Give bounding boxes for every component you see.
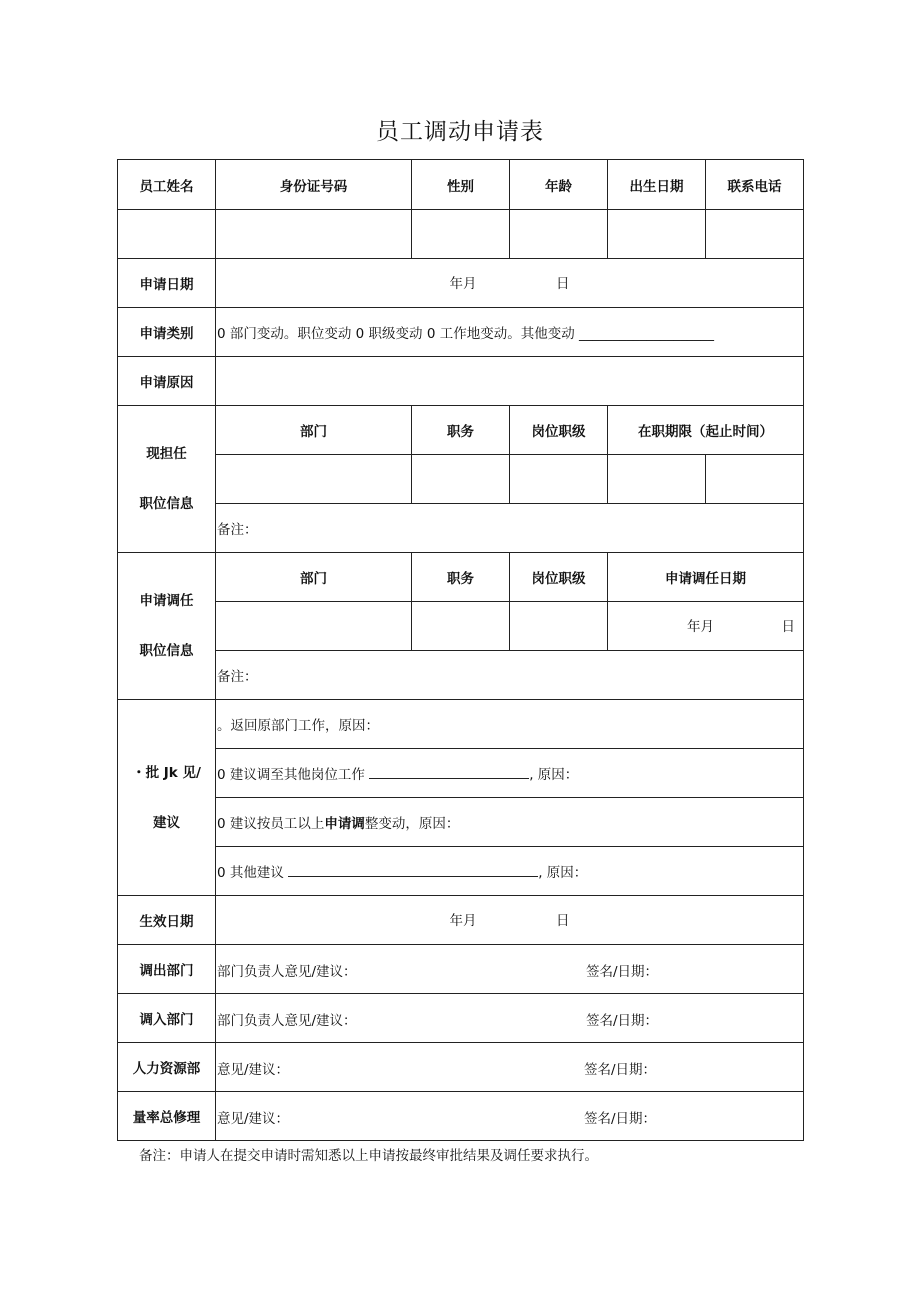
apply-type-blank[interactable]: ____________________ (579, 326, 715, 342)
current-tenure-end-field[interactable] (706, 455, 804, 504)
current-col-duty: 职务 (412, 406, 510, 455)
approval-as-requested-post: 整变动，原因： (364, 816, 460, 832)
employee-name-field[interactable] (118, 210, 216, 259)
target-date-field[interactable] (608, 602, 804, 651)
target-dept-field[interactable] (216, 602, 412, 651)
target-remark[interactable] (216, 651, 804, 700)
apply-date-field[interactable] (216, 259, 804, 308)
effective-date-field[interactable] (216, 896, 804, 945)
signoff-hr-sign: 签名/日期： (584, 1062, 657, 1078)
signoff-gm-label: 量率总修理 (118, 1092, 216, 1141)
target-duty-field[interactable] (412, 602, 510, 651)
approval-option-other-post-text: 0 建议调至其他岗位工作 (217, 767, 365, 783)
current-remark[interactable] (216, 504, 804, 553)
signoff-in-dept-label: 调入部门 (118, 994, 216, 1043)
target-date-d: 日 (781, 619, 795, 635)
signoff-out-dept-label: 调出部门 (118, 945, 216, 994)
signoff-in-dept-field[interactable] (216, 994, 804, 1043)
apply-date-d: 日 (556, 276, 570, 292)
approval-option-other-post[interactable] (216, 749, 804, 798)
approval-other-reason: , 原因： (538, 865, 588, 881)
current-position-label (118, 406, 216, 553)
current-col-dept: 部门 (216, 406, 412, 455)
phone-field[interactable] (706, 210, 804, 259)
header-age: 年龄 (510, 160, 608, 210)
signoff-hr-opinion: 意见/建议： (217, 1062, 290, 1078)
approval-option-as-requested[interactable] (216, 798, 804, 847)
current-dept-field[interactable] (216, 455, 412, 504)
approval-option-other[interactable] (216, 847, 804, 896)
approval-label-line1: ・批 Jk 见/ (132, 764, 201, 781)
gender-field[interactable] (412, 210, 510, 259)
current-col-grade: 岗位职级 (510, 406, 608, 455)
current-label-line1: 现担任 (146, 446, 187, 462)
apply-type-label: 申请类别 (118, 308, 216, 357)
approval-other-text: 0 其他建议 (217, 865, 284, 881)
apply-date-label: 申请日期 (118, 259, 216, 308)
signoff-gm-opinion: 意见/建议： (217, 1111, 290, 1127)
birth-date-field[interactable] (608, 210, 706, 259)
approval-as-requested-pre: 0 建议按员工以上 (217, 816, 325, 832)
footnote: 备注：申请人在提交申请时需知悉以上申请按最终审批结果及调任要求执行。 (139, 1148, 598, 1164)
signoff-hr-field[interactable] (216, 1043, 804, 1092)
target-position-label (118, 553, 216, 700)
approval-as-requested-bold: 申请调 (324, 816, 365, 832)
id-number-field[interactable] (216, 210, 412, 259)
apply-reason-field[interactable] (216, 357, 804, 406)
signoff-out-dept-sign: 签名/日期： (586, 964, 659, 980)
target-label-line1: 申请调任 (139, 593, 194, 609)
signoff-gm-field[interactable] (216, 1092, 804, 1141)
current-remark-label: 备注： (217, 522, 258, 538)
target-col-date: 申请调任日期 (608, 553, 804, 602)
header-id-number: 身份证号码 (216, 160, 412, 210)
apply-type-options[interactable] (216, 308, 804, 357)
signoff-hr-label: 人力资源部 (118, 1043, 216, 1092)
signoff-out-dept-field[interactable] (216, 945, 804, 994)
effective-date-label: 生效日期 (118, 896, 216, 945)
header-birth-date: 出生日期 (608, 160, 706, 210)
current-label-line2: 职位信息 (139, 496, 194, 512)
target-col-dept: 部门 (216, 553, 412, 602)
approval-label (118, 700, 216, 896)
approval-other-post-blank[interactable] (369, 766, 529, 779)
header-phone: 联系电话 (706, 160, 804, 210)
target-col-duty: 职务 (412, 553, 510, 602)
approval-label-line2: 建议 (153, 814, 180, 831)
target-remark-label: 备注： (217, 669, 258, 685)
header-employee-name: 员工姓名 (118, 160, 216, 210)
transfer-application-form (117, 159, 804, 1141)
effective-date-d: 日 (556, 913, 570, 929)
signoff-in-dept-opinion: 部门负责人意见/建议： (217, 1013, 357, 1029)
approval-other-post-reason: , 原因： (529, 767, 579, 783)
approval-option-return-text: 。返回原部门工作，原因： (217, 718, 379, 734)
signoff-out-dept-opinion: 部门负责人意见/建议： (217, 964, 357, 980)
header-gender: 性别 (412, 160, 510, 210)
target-grade-field[interactable] (510, 602, 608, 651)
current-tenure-start-field[interactable] (608, 455, 706, 504)
current-duty-field[interactable] (412, 455, 510, 504)
page-title: 员工调动申请表 (376, 119, 544, 145)
effective-date-ym: 年月 (449, 913, 477, 929)
apply-type-text: 0 部门变动。职位变动 0 职级变动 0 工作地变动。其他变动 (217, 326, 575, 342)
target-col-grade: 岗位职级 (510, 553, 608, 602)
approval-option-return[interactable] (216, 700, 804, 749)
signoff-in-dept-sign: 签名/日期： (586, 1013, 659, 1029)
apply-date-ym: 年月 (449, 276, 477, 292)
current-grade-field[interactable] (510, 455, 608, 504)
target-label-line2: 职位信息 (139, 643, 194, 659)
target-date-ym: 年月 (687, 619, 714, 635)
approval-other-blank[interactable] (288, 864, 538, 877)
current-col-tenure: 在职期限（起止时间） (608, 406, 804, 455)
age-field[interactable] (510, 210, 608, 259)
apply-reason-label: 申请原因 (118, 357, 216, 406)
signoff-gm-sign: 签名/日期： (584, 1111, 657, 1127)
